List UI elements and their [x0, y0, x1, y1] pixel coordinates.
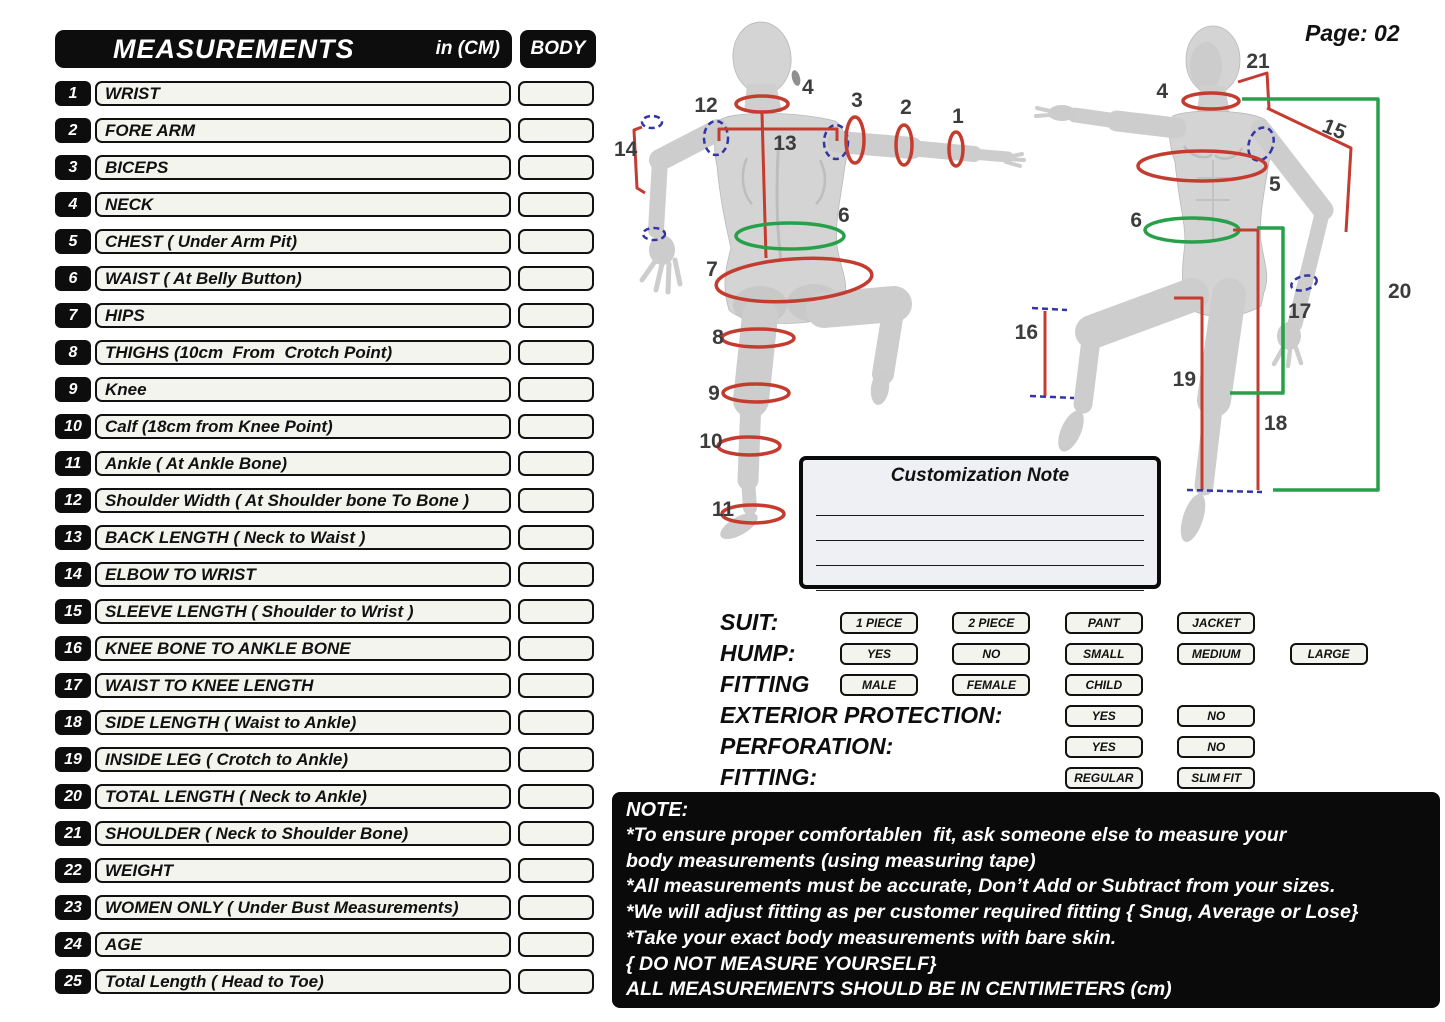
measurement-row: [55, 895, 600, 920]
note-writing-line[interactable]: [816, 566, 1144, 591]
measurement-row: [55, 155, 600, 180]
measurement-row: [55, 525, 600, 550]
measurement-row: [55, 81, 600, 106]
measurement-number-badge: 4: [55, 192, 91, 217]
measurement-row: [55, 488, 600, 513]
measurement-label: ELBOW TO WRIST: [95, 562, 511, 587]
figure-label-back-9: 9: [708, 382, 720, 405]
measurement-number-badge: 22: [55, 858, 91, 883]
option-button[interactable]: YES: [1065, 736, 1143, 758]
option-button[interactable]: REGULAR: [1065, 767, 1143, 789]
option-label: HUMP:: [720, 640, 796, 666]
measurement-number-badge: 11: [55, 451, 91, 476]
figure-label-front-4: 4: [1156, 80, 1168, 103]
body-value-input[interactable]: [518, 599, 594, 624]
measurement-label: Knee: [95, 377, 511, 402]
body-value-input[interactable]: [518, 229, 594, 254]
option-label: SUIT:: [720, 609, 779, 635]
measurement-label: WRIST: [95, 81, 511, 106]
option-row: [612, 732, 1445, 761]
measurement-row: [55, 266, 600, 291]
figure-label-back-4: 4: [802, 76, 814, 99]
measurement-row: [55, 747, 600, 772]
body-value-input[interactable]: [518, 192, 594, 217]
measurement-label: NECK: [95, 192, 511, 217]
page-title: MEASUREMENTS: [113, 33, 355, 64]
measurement-row: [55, 229, 600, 254]
measurement-label: SIDE LENGTH ( Waist to Ankle): [95, 710, 511, 735]
measurement-label: SLEEVE LENGTH ( Shoulder to Wrist ): [95, 599, 511, 624]
measurement-label: WOMEN ONLY ( Under Bust Measurements): [95, 895, 511, 920]
measurement-row: [55, 599, 600, 624]
measurement-label: KNEE BONE TO ANKLE BONE: [95, 636, 511, 661]
measurement-row: [55, 118, 600, 143]
measurement-label: SHOULDER ( Neck to Shoulder Bone): [95, 821, 511, 846]
measurement-number-badge: 6: [55, 266, 91, 291]
measurement-row: [55, 192, 600, 217]
measurement-row: [55, 303, 600, 328]
body-value-input[interactable]: [518, 821, 594, 846]
measurement-label: Calf (18cm from Knee Point): [95, 414, 511, 439]
measurement-label: INSIDE LEG ( Crotch to Ankle): [95, 747, 511, 772]
measurement-label: TOTAL LENGTH ( Neck to Ankle): [95, 784, 511, 809]
option-button[interactable]: YES: [1065, 705, 1143, 727]
body-value-input[interactable]: [518, 488, 594, 513]
measurement-label: WEIGHT: [95, 858, 511, 883]
measurement-label: THIGHS (10cm From Crotch Point): [95, 340, 511, 365]
option-button[interactable]: FEMALE: [952, 674, 1030, 696]
measurement-row: [55, 451, 600, 476]
body-value-input[interactable]: [518, 784, 594, 809]
note-text-line: body measurements (using measuring tape): [626, 849, 1036, 872]
measurement-row: [55, 821, 600, 846]
figure-label-front-16: 16: [1014, 321, 1038, 344]
measurement-number-badge: 17: [55, 673, 91, 698]
measurement-number-badge: 2: [55, 118, 91, 143]
figure-label-back-7: 7: [706, 258, 718, 281]
measurement-row: [55, 340, 600, 365]
note-writing-line[interactable]: [816, 491, 1144, 516]
measurement-number-badge: 12: [55, 488, 91, 513]
measurement-row: [55, 858, 600, 883]
figure-label-back-12: 12: [694, 94, 718, 117]
option-button[interactable]: NO: [1177, 736, 1255, 758]
measurement-label: Total Length ( Head to Toe): [95, 969, 511, 994]
options-section: [612, 608, 1445, 794]
measurement-row: [55, 673, 600, 698]
option-row: [612, 608, 1445, 637]
page-number: Page: 02: [1305, 20, 1400, 46]
option-row: [612, 763, 1445, 792]
customization-note-lines: [803, 491, 1157, 591]
measurement-label: WAIST ( At Belly Button): [95, 266, 511, 291]
figure-label-back-14: 14: [614, 138, 638, 161]
option-button[interactable]: CHILD: [1065, 674, 1143, 696]
figure-label-front-21: 21: [1246, 50, 1270, 73]
measurement-number-badge: 8: [55, 340, 91, 365]
measurement-row: [55, 414, 600, 439]
figure-label-back-11: 11: [711, 498, 735, 521]
figure-label-front-5: 5: [1269, 173, 1281, 196]
option-row: [612, 701, 1445, 730]
measurement-number-badge: 21: [55, 821, 91, 846]
measurement-label: WAIST TO KNEE LENGTH: [95, 673, 511, 698]
measurement-label: CHEST ( Under Arm Pit): [95, 229, 511, 254]
body-value-input[interactable]: [518, 895, 594, 920]
note-text-line: *Take your exact body measurements with bare skin.: [626, 926, 1117, 949]
body-value-input[interactable]: [518, 562, 594, 587]
measurement-number-badge: 1: [55, 81, 91, 106]
figure-label-back-6: 6: [838, 204, 850, 227]
measurement-row: [55, 969, 600, 994]
figure-label-front-18: 18: [1264, 412, 1288, 435]
note-text-line: *We will adjust fitting as per customer required fitting { Snug, Average or Lose}: [626, 901, 1359, 924]
measurements-header-bar: [55, 30, 512, 68]
measurement-number-badge: 23: [55, 895, 91, 920]
figure-label-back-3: 3: [851, 89, 863, 112]
body-value-input[interactable]: [518, 673, 594, 698]
body-value-input[interactable]: [518, 303, 594, 328]
measurement-number-badge: 15: [55, 599, 91, 624]
option-button[interactable]: 2 PIECE: [952, 612, 1030, 634]
measurement-number-badge: 18: [55, 710, 91, 735]
figure-label-front-19: 19: [1172, 368, 1196, 391]
note-text-line: ALL MEASUREMENTS SHOULD BE IN CENTIMETERS (cm): [626, 978, 1172, 1001]
body-value-input[interactable]: [518, 710, 594, 735]
measurement-row: [55, 932, 600, 957]
body-value-input[interactable]: [518, 858, 594, 883]
measurement-number-badge: 13: [55, 525, 91, 550]
option-button[interactable]: JACKET: [1177, 612, 1255, 634]
measurement-number-badge: 24: [55, 932, 91, 957]
figure-label-front-6: 6: [1130, 209, 1142, 232]
option-label: FITTING: [720, 671, 810, 697]
measurement-number-badge: 16: [55, 636, 91, 661]
measurement-row: [55, 784, 600, 809]
body-value-input[interactable]: [518, 932, 594, 957]
figure-label-front-20: 20: [1388, 280, 1412, 303]
figure-label-front-17: 17: [1288, 300, 1312, 323]
option-button[interactable]: LARGE: [1290, 643, 1368, 665]
measurement-number-badge: 14: [55, 562, 91, 587]
measurement-row: [55, 562, 600, 587]
body-value-input[interactable]: [518, 118, 594, 143]
body-value-input[interactable]: [518, 340, 594, 365]
figure-label-back-1: 1: [952, 105, 964, 128]
note-lines: [626, 823, 1426, 1003]
measurement-number-badge: 9: [55, 377, 91, 402]
measurement-label: AGE: [95, 932, 511, 957]
option-button[interactable]: MALE: [840, 674, 918, 696]
body-value-input[interactable]: [518, 377, 594, 402]
note-writing-line[interactable]: [816, 516, 1144, 541]
measurement-label: BICEPS: [95, 155, 511, 180]
option-row: [612, 639, 1445, 668]
measurement-number-badge: 19: [55, 747, 91, 772]
figure-label-back-13: 13: [773, 132, 797, 155]
measurement-number-badge: 7: [55, 303, 91, 328]
measurement-label: HIPS: [95, 303, 511, 328]
option-button[interactable]: YES: [840, 643, 918, 665]
measurement-row: [55, 710, 600, 735]
measurement-number-badge: 3: [55, 155, 91, 180]
option-row: [612, 670, 1445, 699]
body-value-input[interactable]: [518, 155, 594, 180]
figure-label-back-2: 2: [900, 96, 912, 119]
measurement-number-badge: 10: [55, 414, 91, 439]
measurement-label: FORE ARM: [95, 118, 511, 143]
note-text-line: *All measurements must be accurate, Don’t Add or Subtract from your sizes.: [626, 875, 1336, 898]
option-label: FITTING:: [720, 764, 818, 790]
customization-note-box[interactable]: [799, 456, 1161, 589]
body-value-input[interactable]: [518, 747, 594, 772]
body-value-input[interactable]: [518, 525, 594, 550]
note-text-line: { DO NOT MEASURE YOURSELF}: [626, 952, 937, 975]
note-section: [612, 792, 1440, 1008]
customization-note-title: Customization Note: [890, 465, 1070, 486]
measurement-number-badge: 5: [55, 229, 91, 254]
note-text-line: *To ensure proper comfortablen fit, ask someone else to measure your: [626, 824, 1287, 846]
measurement-number-badge: 25: [55, 969, 91, 994]
option-button[interactable]: 1 PIECE: [840, 612, 918, 634]
measurement-row: [55, 377, 600, 402]
option-button[interactable]: NO: [1177, 705, 1255, 727]
unit-label: in (CM): [435, 38, 500, 59]
option-button[interactable]: PANT: [1065, 612, 1143, 634]
measurement-label: Shoulder Width ( At Shoulder bone To Bone ): [95, 488, 511, 513]
body-value-input[interactable]: [518, 414, 594, 439]
note-title: NOTE:: [626, 799, 689, 821]
measurement-row: [55, 636, 600, 661]
measurement-number-badge: 20: [55, 784, 91, 809]
option-button[interactable]: SLIM FIT: [1177, 767, 1255, 789]
body-value-input[interactable]: [518, 451, 594, 476]
body-value-input[interactable]: [518, 266, 594, 291]
body-value-input[interactable]: [518, 81, 594, 106]
measurement-label: Ankle ( At Ankle Bone): [95, 451, 511, 476]
option-label: EXTERIOR PROTECTION:: [720, 702, 1003, 728]
figure-label-back-8: 8: [712, 326, 724, 349]
note-writing-line[interactable]: [816, 541, 1144, 566]
option-button[interactable]: NO: [952, 643, 1030, 665]
option-label: PERFORATION:: [720, 733, 894, 759]
body-value-input[interactable]: [518, 636, 594, 661]
body-column-header: BODY: [520, 30, 596, 68]
measurement-label: BACK LENGTH ( Neck to Waist ): [95, 525, 511, 550]
figure-label-front-15: 15: [1319, 114, 1350, 145]
figure-label-back-10: 10: [699, 430, 723, 453]
option-button[interactable]: MEDIUM: [1177, 643, 1255, 665]
body-value-input[interactable]: [518, 969, 594, 994]
option-button[interactable]: SMALL: [1065, 643, 1143, 665]
